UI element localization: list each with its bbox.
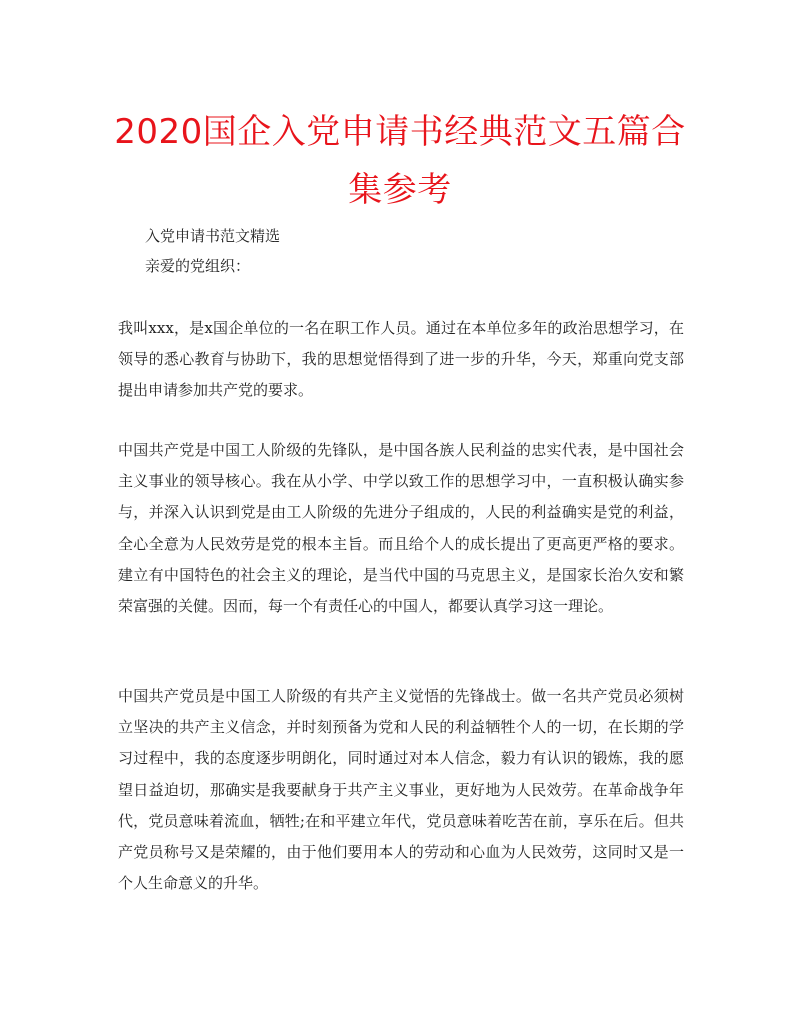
document-title: 2020国企入党申请书经典范文五篇合集参考 [114,112,686,210]
salutation: 亲爱的党组织： [145,257,251,275]
paragraph-2: 中国共产党是中国工人阶级的先锋队，是中国各族人民利益的忠实代表，是中国社会主义事业的领导核心。我在从小学、中学以致工作的思想学习中，一直积极认确实参与，并深入认识到党是由工人阶级的先进分子组成的，人民的利益确实是党的利益，全心全意为人民效劳是党的根本主旨。而且给个人的成长提出了更高更严格的要求。建立有中国特色的社会主义的理论，是当代中国的马克思主义，是国家长治久安和繁荣富强的关健。因而，每一个有责任心的中国人，都要认真学习这一理论。 [118,441,684,616]
document-subtitle: 入党申请书范文精选 [145,227,281,245]
paragraph-3: 中国共产党员是中国工人阶级的有共产主义觉悟的先锋战士。做一名共产党员必须树立坚决的共产主义信念，并时刻预备为党和人民的利益牺牲个人的一切，在长期的学习过程中，我的态度逐步明朗化，同时通过对本人信念，毅力有认识的锻炼，我的愿望日益迫切，那确实是我要献身于共产主义事业，更好地为人民效劳。在革命战争年代，党员意味着流血，牺牲;在和平建立年代，党员意味着吃苦在前，享乐在后。但共产党员称号又是荣耀的，由于他们要用本人的劳动和心血为人民效劳，这同时又是一个人生命意义的升华。 [118,687,684,893]
paragraph-1: 我叫xxx，是x国企单位的一名在职工作人员。通过在本单位多年的政治思想学习，在领导的悉心教育与协助下，我的思想觉悟得到了进一步的升华，今天，郑重向党支部提出申请参加共产党的要求。 [118,319,684,400]
